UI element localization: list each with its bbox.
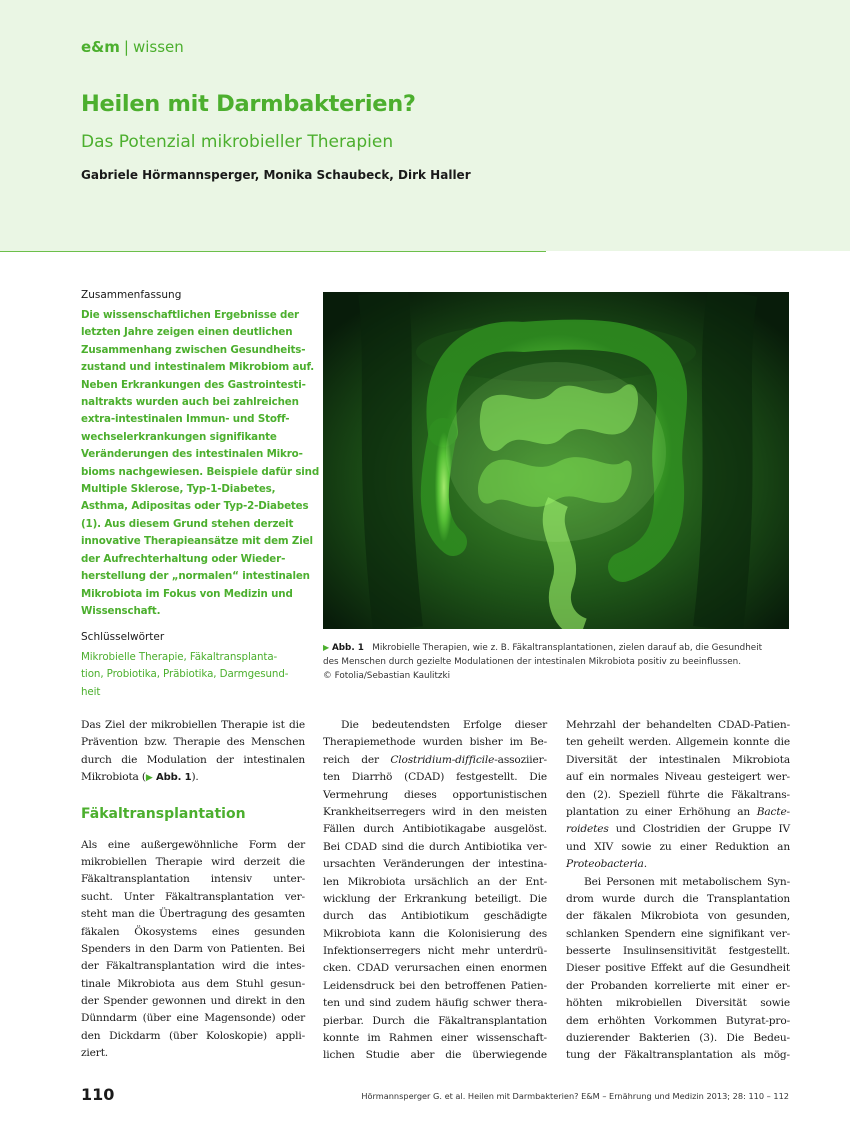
body-line: wicklung der Erkrankung beteiligt. Die (323, 892, 547, 905)
body-line: tinale Mikrobiota aus dem Stuhl gesun- (81, 977, 305, 990)
body-line: Dieser positive Effekt auf die Gesundheit (566, 962, 790, 975)
section-brand: e&m (81, 38, 120, 56)
body-text: ). (191, 771, 199, 784)
keywords-heading: Schlüsselwörter (81, 631, 165, 643)
abstract-line: innovative Therapieansätze mit dem Ziel (81, 535, 313, 548)
body-line: ursachten Veränderungen der intestina- (323, 858, 547, 871)
caption-credit: © Fotolia/Sebastian Kaulitzki (323, 671, 451, 681)
figure-label: Abb. 1 (331, 643, 364, 653)
body-text: und Clostridien der Gruppe IV (608, 823, 790, 836)
abstract-line: zustand und intestinalem Mikrobiom auf. (81, 361, 314, 374)
body-line: Das Ziel der mikrobiellen Therapie ist die (81, 719, 305, 731)
body-text: reich der (323, 753, 391, 766)
figure-intestine-image (323, 292, 789, 629)
body-column-2 (323, 717, 547, 1065)
body-line: Bei CDAD sind die durch Antibiotika ver- (323, 840, 547, 853)
abstract-heading: Zusammenfassung (81, 289, 182, 301)
abstract-line: herstellung der „normalen“ intestinalen (81, 570, 310, 583)
body-line: ten und sind zudem häufig schwer thera- (323, 997, 547, 1010)
body-line: den (2). Speziell führte die Fäkaltrans- (566, 788, 790, 801)
intestine-illustration (323, 292, 789, 629)
keywords-line: Mikrobielle Therapie, Fäkaltransplanta- (81, 651, 278, 663)
section-name: wissen (132, 38, 184, 56)
abstract-line: Asthma, Adipositas oder Typ-2-Diabetes (81, 500, 309, 513)
body-line: ziert. (81, 1047, 109, 1060)
body-line: durch die Modulation der intestinalen (81, 753, 305, 766)
article-subtitle: Das Potenzial mikrobieller Therapien (81, 132, 394, 152)
body-line: dem erhöhten Vorkommen Butyrat-pro- (566, 1014, 790, 1027)
body-line (566, 856, 790, 873)
abstract-line: Multiple Sklerose, Typ-1-Diabetes, (81, 483, 276, 496)
abstract-line: Mikrobiota im Fokus von Medizin und (81, 587, 293, 600)
body-column-1 (81, 717, 305, 1063)
body-line: Die bedeutendsten Erfolge dieser (341, 719, 547, 731)
body-line: Fäkaltransplantation intensiv unter- (81, 873, 305, 886)
body-line: fäkalen Ökosystems eines gesunden (81, 925, 305, 938)
section-separator: | (123, 38, 129, 56)
abstract-line: extra-intestinalen Immun- und Stoff- (81, 413, 290, 426)
body-line: steht man die Übertragung des gesamten (81, 908, 305, 921)
body-line: der Probanden korrelierte mit einer er- (566, 979, 790, 992)
body-line: Prävention bzw. Therapie des Menschen (81, 736, 305, 749)
body-line: Infektionserregers nicht mehr unterdrü- (323, 945, 547, 958)
body-text: -assoziier- (494, 753, 547, 766)
footer-citation: Hörmannsperger G. et al. Heilen mit Darmbakterien? E&M – Ernährung und Medizin 2013; 28: 110 – 112 (361, 1091, 789, 1101)
species-name: roidetes (566, 823, 609, 836)
species-name: Clostridium-difficile (390, 753, 495, 766)
section-tag (81, 38, 184, 56)
body-line: Spenders in den Darm von Patienten. Bei (81, 942, 305, 955)
abstract-line: Neben Erkrankungen des Gastrointesti- (81, 378, 306, 391)
header-divider (0, 251, 546, 252)
body-line (566, 804, 790, 821)
body-line: cken. CDAD verursachen einen enormen (323, 962, 547, 975)
keywords (81, 631, 288, 701)
body-text: plantation zu einer Erhöhung an (566, 805, 757, 818)
body-line: konnte im Rahmen einer wissenschaft- (323, 1032, 547, 1045)
figure-arrow-icon: ▶ (323, 643, 330, 652)
figure-caption (323, 641, 793, 683)
body-line: besserte Insulinsensitivität festgestellt. (566, 945, 790, 958)
body-text: Mikrobiota ( (81, 771, 146, 784)
body-line: Fällen durch Antibiotikagabe ausgelöst. (323, 823, 547, 836)
body-line: Leidensdruck bei den betroffenen Patien- (323, 979, 547, 992)
body-line: drom wurde durch die Transplantation (566, 892, 790, 905)
body-line: auf ein normales Niveau gesteigert wer- (566, 771, 790, 784)
abstract-line: der Aufrechterhaltung oder Wieder- (81, 552, 286, 565)
body-line: ten geheilt werden. Allgemein konnte die (566, 736, 790, 749)
abstract-line: Die wissenschaftlichen Ergebnisse der (81, 309, 299, 321)
species-name: Bacte- (756, 805, 790, 818)
body-column-3 (566, 717, 790, 1065)
abstract-line: Veränderungen des intestinalen Mikro- (81, 448, 303, 461)
body-line (566, 821, 790, 838)
body-line: tung der Fäkaltransplantation als mög- (566, 1049, 790, 1062)
body-line: Bei Personen mit metabolischem Syn- (584, 875, 790, 888)
abstract-line: bioms nachgewiesen. Beispiele dafür sind (81, 465, 320, 478)
abstract (81, 289, 319, 620)
caption-line (323, 641, 793, 655)
body-line: Krankheitserregers wird in den meisten (323, 805, 547, 818)
body-line: Dünndarm (über eine Magensonde) oder (81, 1012, 305, 1025)
body-text: . (643, 858, 647, 871)
body-line: lichen Studie aber die überwiegende (323, 1049, 547, 1062)
species-name: Proteobacteria (566, 858, 644, 871)
caption-line: des Menschen durch gezielte Modulationen der intestinalen Mikrobiota positiv zu beeinflussen. (323, 657, 742, 667)
abstract-line: Zusammenhang zwischen Gesundheits- (81, 343, 306, 356)
keywords-line: heit (81, 685, 101, 698)
caption-text: Mikrobielle Therapien, wie z. B. Fäkaltransplantationen, zielen darauf ab, die Gesundheit (372, 643, 763, 653)
body-line (81, 769, 305, 786)
body-line: ten Diarrhö (CDAD) festgestellt. Die (323, 771, 547, 784)
body-line: durch das Antibiotikum geschädigte (323, 910, 547, 923)
figure-reference-link[interactable]: Abb. 1 (156, 772, 192, 784)
figure-ref-arrow-icon: ▶ (145, 773, 153, 784)
body-line: Als eine außergewöhnliche Form der (81, 838, 305, 851)
article-title: Heilen mit Darmbakterien? (81, 91, 416, 117)
body-line: Vermehrung dieses opportunistischen (323, 788, 547, 801)
body-line: mikrobiellen Therapie wird derzeit die (81, 855, 305, 868)
abstract-line: Wissenschaft. (81, 604, 161, 617)
abstract-line: (1). Aus diesem Grund stehen derzeit (81, 517, 294, 530)
section-heading: Fäkaltransplantation (81, 805, 246, 822)
body-line: Mikrobiota kann die Kolonisierung des (323, 927, 547, 940)
abstract-line: wechselerkrankungen signifikante (81, 430, 277, 443)
body-line: Therapiemethode wurden bisher im Be- (323, 736, 547, 749)
abstract-text (81, 307, 319, 620)
body-line: sucht. Unter Fäkaltransplantation ver- (81, 890, 305, 903)
body-line (323, 752, 547, 769)
abstract-line: naltrakts wurden auch bei zahlreichen (81, 396, 299, 409)
abstract-line: letzten Jahre zeigen einen deutlichen (81, 326, 293, 339)
body-line: Mehrzahl der behandelten CDAD-Patien- (566, 719, 790, 731)
body-line: Diversität der intestinalen Mikrobiota (566, 753, 790, 766)
body-line: duzierender Bakterien (3). Die Bedeu- (566, 1032, 790, 1045)
body-line: der Spender gewonnen und direkt in den (81, 995, 305, 1008)
body-line: pierbar. Durch die Fäkaltransplantation (323, 1014, 547, 1027)
page-number: 110 (81, 1085, 115, 1104)
body-line: der Fäkaltransplantation wird die intes- (81, 960, 305, 973)
body-line: schlanken Spendern eine signifikant ver- (566, 927, 790, 940)
article-authors: Gabriele Hörmannsperger, Monika Schaubeck, Dirk Haller (81, 168, 471, 182)
body-line: den Dickdarm (über Koloskopie) appli- (81, 1029, 305, 1042)
body-line: höhten mikrobiellen Diversität sowie (566, 997, 790, 1010)
body-line: der fäkalen Mikrobiota von gesunden, (566, 910, 790, 923)
body-line: len Mikrobiota ursächlich an der Ent- (323, 875, 547, 888)
body-line: und XIV sowie zu einer Reduktion an (566, 840, 790, 853)
keywords-line: tion, Probiotika, Präbiotika, Darmgesund- (81, 668, 289, 681)
